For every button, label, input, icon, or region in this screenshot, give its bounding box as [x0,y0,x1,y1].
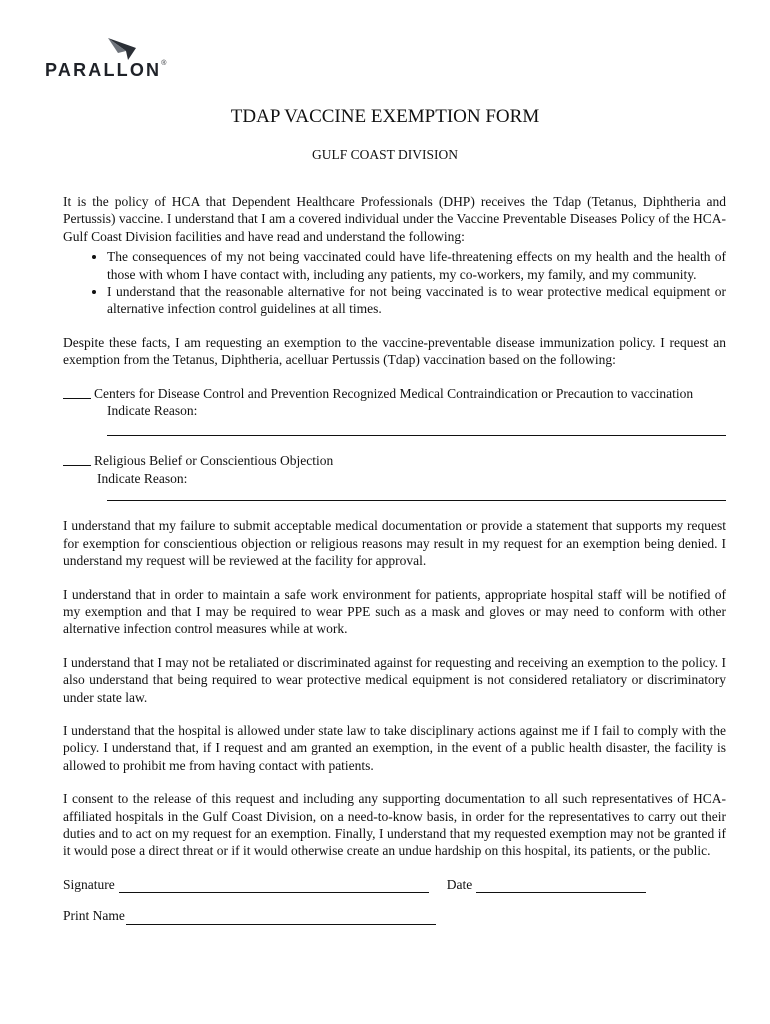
policy-paragraph: I understand that the hospital is allowed under state law to take disciplinary actions against me if I fail to comply with the policy. I understand that, if I request and am granted an exemption, in the event of a public health disaster, the facility is allowed to prohibit me from having contact with patients. [63,722,726,773]
signature-label: Signature [63,876,115,892]
form-title: TDAP VACCINE EXEMPTION FORM [230,106,540,127]
intro-paragraph: It is the policy of HCA that Dependent Healthcare Professionals (DHP) receives the Tdap (Tetanus, Diphtheria and Pertussis) vaccine. I understand that I am a covered individual under the Vaccine Preventable Diseases Policy of the HCA-Gulf Coast Division facilities and have read and understand the following: [63,194,726,244]
option-religious-reason-field[interactable] [107,487,726,501]
option-religious [63,452,726,469]
brand-name: PARALLON® [45,60,167,80]
print-name-row [63,907,726,924]
date-field[interactable] [476,878,646,893]
policy-paragraph: I understand that my failure to submit acceptable medical documentation or provide a statement that supports my request for exemption for conscientious objection or religious reasons may result in my request for an exemption being denied. I understand my request will be reviewed at the facility for approval. [63,518,726,569]
policy-paragraph: I understand that I may not be retaliated or discriminated against for requesting and receiving an exemption to the policy. I also understand that being required to wear protective medical equipment is not considered retaliatory or discriminatory under state law. [63,654,726,705]
acknowledgement-item: • I understand that the reasonable alternative for not being vaccinated is to wear protective medical equipment or alternative infection control guidelines at all times. [107,283,726,318]
signature-row [63,876,726,893]
print-name-field[interactable] [126,910,436,925]
date-label: Date [446,876,473,892]
print-name-label: Print Name [63,908,125,924]
signature-field[interactable] [119,878,429,893]
parallon-logo [40,36,190,86]
option-religious-label: Religious Belief or Conscientious Objection [94,453,334,469]
option-medical [63,385,726,402]
form-body [63,193,726,925]
policy-paragraph: I consent to the release of this request and including any supporting documentation to all such representatives of HCA-affiliated hospitals in the Gulf Coast Division, on a need-to-know basis, in order for the representatives to carry out their duties and to act on my request for an exemption. Finally, I understand that my requested exemption may not be granted if it would pose a direct threat or if it would otherwise create an undue hardship on this hospital, its patients, or the public. [63,791,726,859]
parallon-logo-mark-icon [106,36,138,62]
option-medical-reason-field[interactable] [107,419,726,436]
form-subtitle: GULF COAST DIVISION [311,147,458,162]
option-medical-checkline[interactable] [63,385,91,399]
option-religious-reason-label: Indicate Reason: [97,470,188,486]
option-religious-checkline[interactable] [63,452,91,466]
policy-paragraph: I understand that in order to maintain a safe work environment for patients, appropriate hospital staff will be notified of my exemption and that I may be required to wear PPE such as a mask and gloves or may need to conform with other alternative infection control measures while at work. [63,586,726,637]
option-medical-reason-label: Indicate Reason: [107,403,198,419]
option-medical-label: Centers for Disease Control and Prevention Recognized Medical Contraindication or Precaution to vaccination [94,385,694,401]
acknowledgement-item: • The consequences of my not being vaccinated could have life-threatening effects on my health and the health of those with whom I have contact with, including any patients, my co-workers, my family, and my community. [107,248,726,283]
request-paragraph: Despite these facts, I am requesting an exemption to the vaccine-preventable disease immunization policy. I request an exemption from the Tetanus, Diphtheria, acelluar Pertussis (Tdap) vaccination based on the following: [63,334,726,368]
acknowledgement-list [63,248,726,318]
